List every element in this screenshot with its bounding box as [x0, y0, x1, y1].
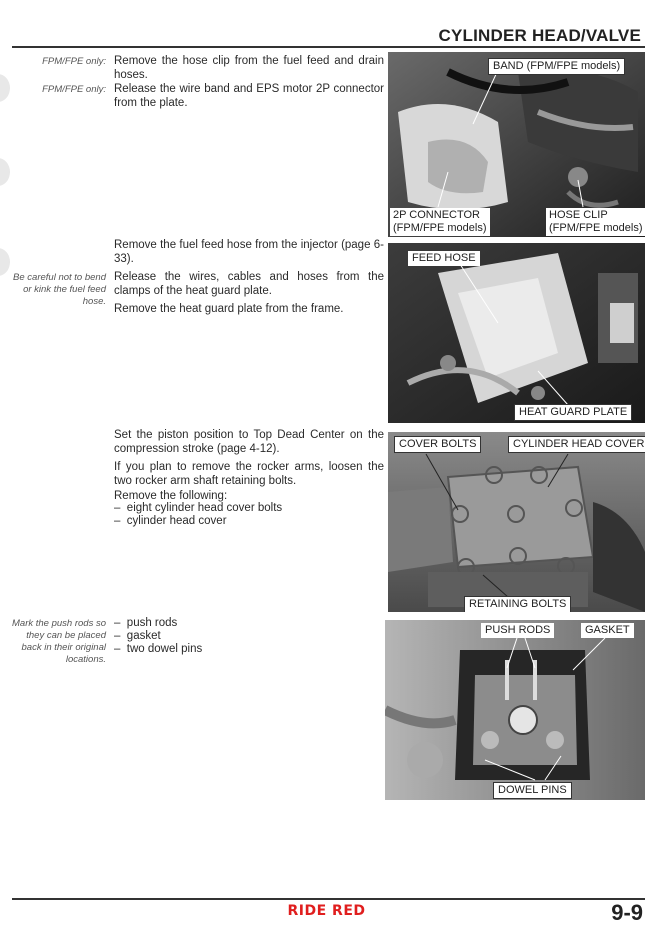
- label-band: BAND (FPM/FPE models): [488, 58, 625, 75]
- figure-cylinder-head-cover-photo: [388, 432, 645, 612]
- brand-logo-text: RIDE RED: [287, 903, 366, 919]
- page-number: 9-9: [611, 900, 643, 925]
- figure-heat-guard-photo: [388, 243, 645, 423]
- step-release-wires: Release the wires, cables and hoses from the clamps of the heat guard plate.: [114, 271, 384, 297]
- step-set-tdc: Set the piston position to Top Dead Center on the compression stroke (page 4-12).: [114, 429, 384, 455]
- figure-push-rods-photo: [385, 620, 645, 800]
- label-heat-guard-plate: HEAT GUARD PLATE: [514, 404, 632, 421]
- label-hose-clip: [546, 208, 645, 236]
- label-feed-hose: FEED HOSE: [408, 251, 480, 266]
- step-remove-hose-clip: Remove the hose clip from the fuel feed and drain hoses.: [114, 55, 384, 81]
- label-2p-connector-line2: (FPM/FPE models): [393, 222, 487, 234]
- page-header-title: CYLINDER HEAD/VALVE: [438, 26, 641, 45]
- label-hose-clip-line1: HOSE CLIP: [549, 209, 608, 221]
- label-cylinder-head-cover: CYLINDER HEAD COVER: [508, 436, 645, 453]
- label-push-rods: PUSH RODS: [481, 623, 554, 638]
- figure-band-connector-photo: [388, 52, 645, 237]
- list-item: – push rods: [114, 617, 384, 630]
- side-note-fpm-2: FPM/FPE only:: [42, 84, 106, 95]
- list-item: – gasket: [114, 630, 384, 643]
- binder-hole: [0, 158, 10, 186]
- side-note-mark-push-rods: Mark the push rods so they can be placed back in their original locations.: [12, 618, 106, 665]
- step-remove-following: Remove the following:: [114, 490, 228, 502]
- list-item: – eight cylinder head cover bolts: [114, 502, 384, 515]
- step-remove-feed-hose: Remove the fuel feed hose from the injector (page 6-33).: [114, 239, 384, 265]
- step-loosen-rocker: If you plan to remove the rocker arms, loosen the two rocker arm shaft retaining bolts.: [114, 461, 384, 487]
- step-remove-heat-guard: Remove the heat guard plate from the frame.: [114, 303, 344, 315]
- label-2p-connector-line1: 2P CONNECTOR: [393, 209, 481, 221]
- label-hose-clip-line2: (FPM/FPE models): [549, 222, 643, 234]
- label-retaining-bolts: RETAINING BOLTS: [464, 596, 571, 612]
- side-note-fpm-1: FPM/FPE only:: [42, 56, 106, 67]
- label-gasket: GASKET: [581, 623, 634, 638]
- list-item: – cylinder head cover: [114, 515, 384, 528]
- step-release-wire-band: Release the wire band and EPS motor 2P connector from the plate.: [114, 83, 384, 109]
- label-cover-bolts: COVER BOLTS: [394, 436, 481, 453]
- remove-list-1: [114, 502, 384, 528]
- label-dowel-pins: DOWEL PINS: [493, 782, 572, 799]
- remove-list-2: [114, 617, 384, 656]
- side-note-caution: Be careful not to bend or kink the fuel feed hose.: [13, 272, 106, 307]
- footer-rule: [12, 898, 645, 900]
- list-item: – two dowel pins: [114, 643, 384, 656]
- header-rule: [12, 46, 645, 48]
- label-2p-connector: [390, 208, 490, 236]
